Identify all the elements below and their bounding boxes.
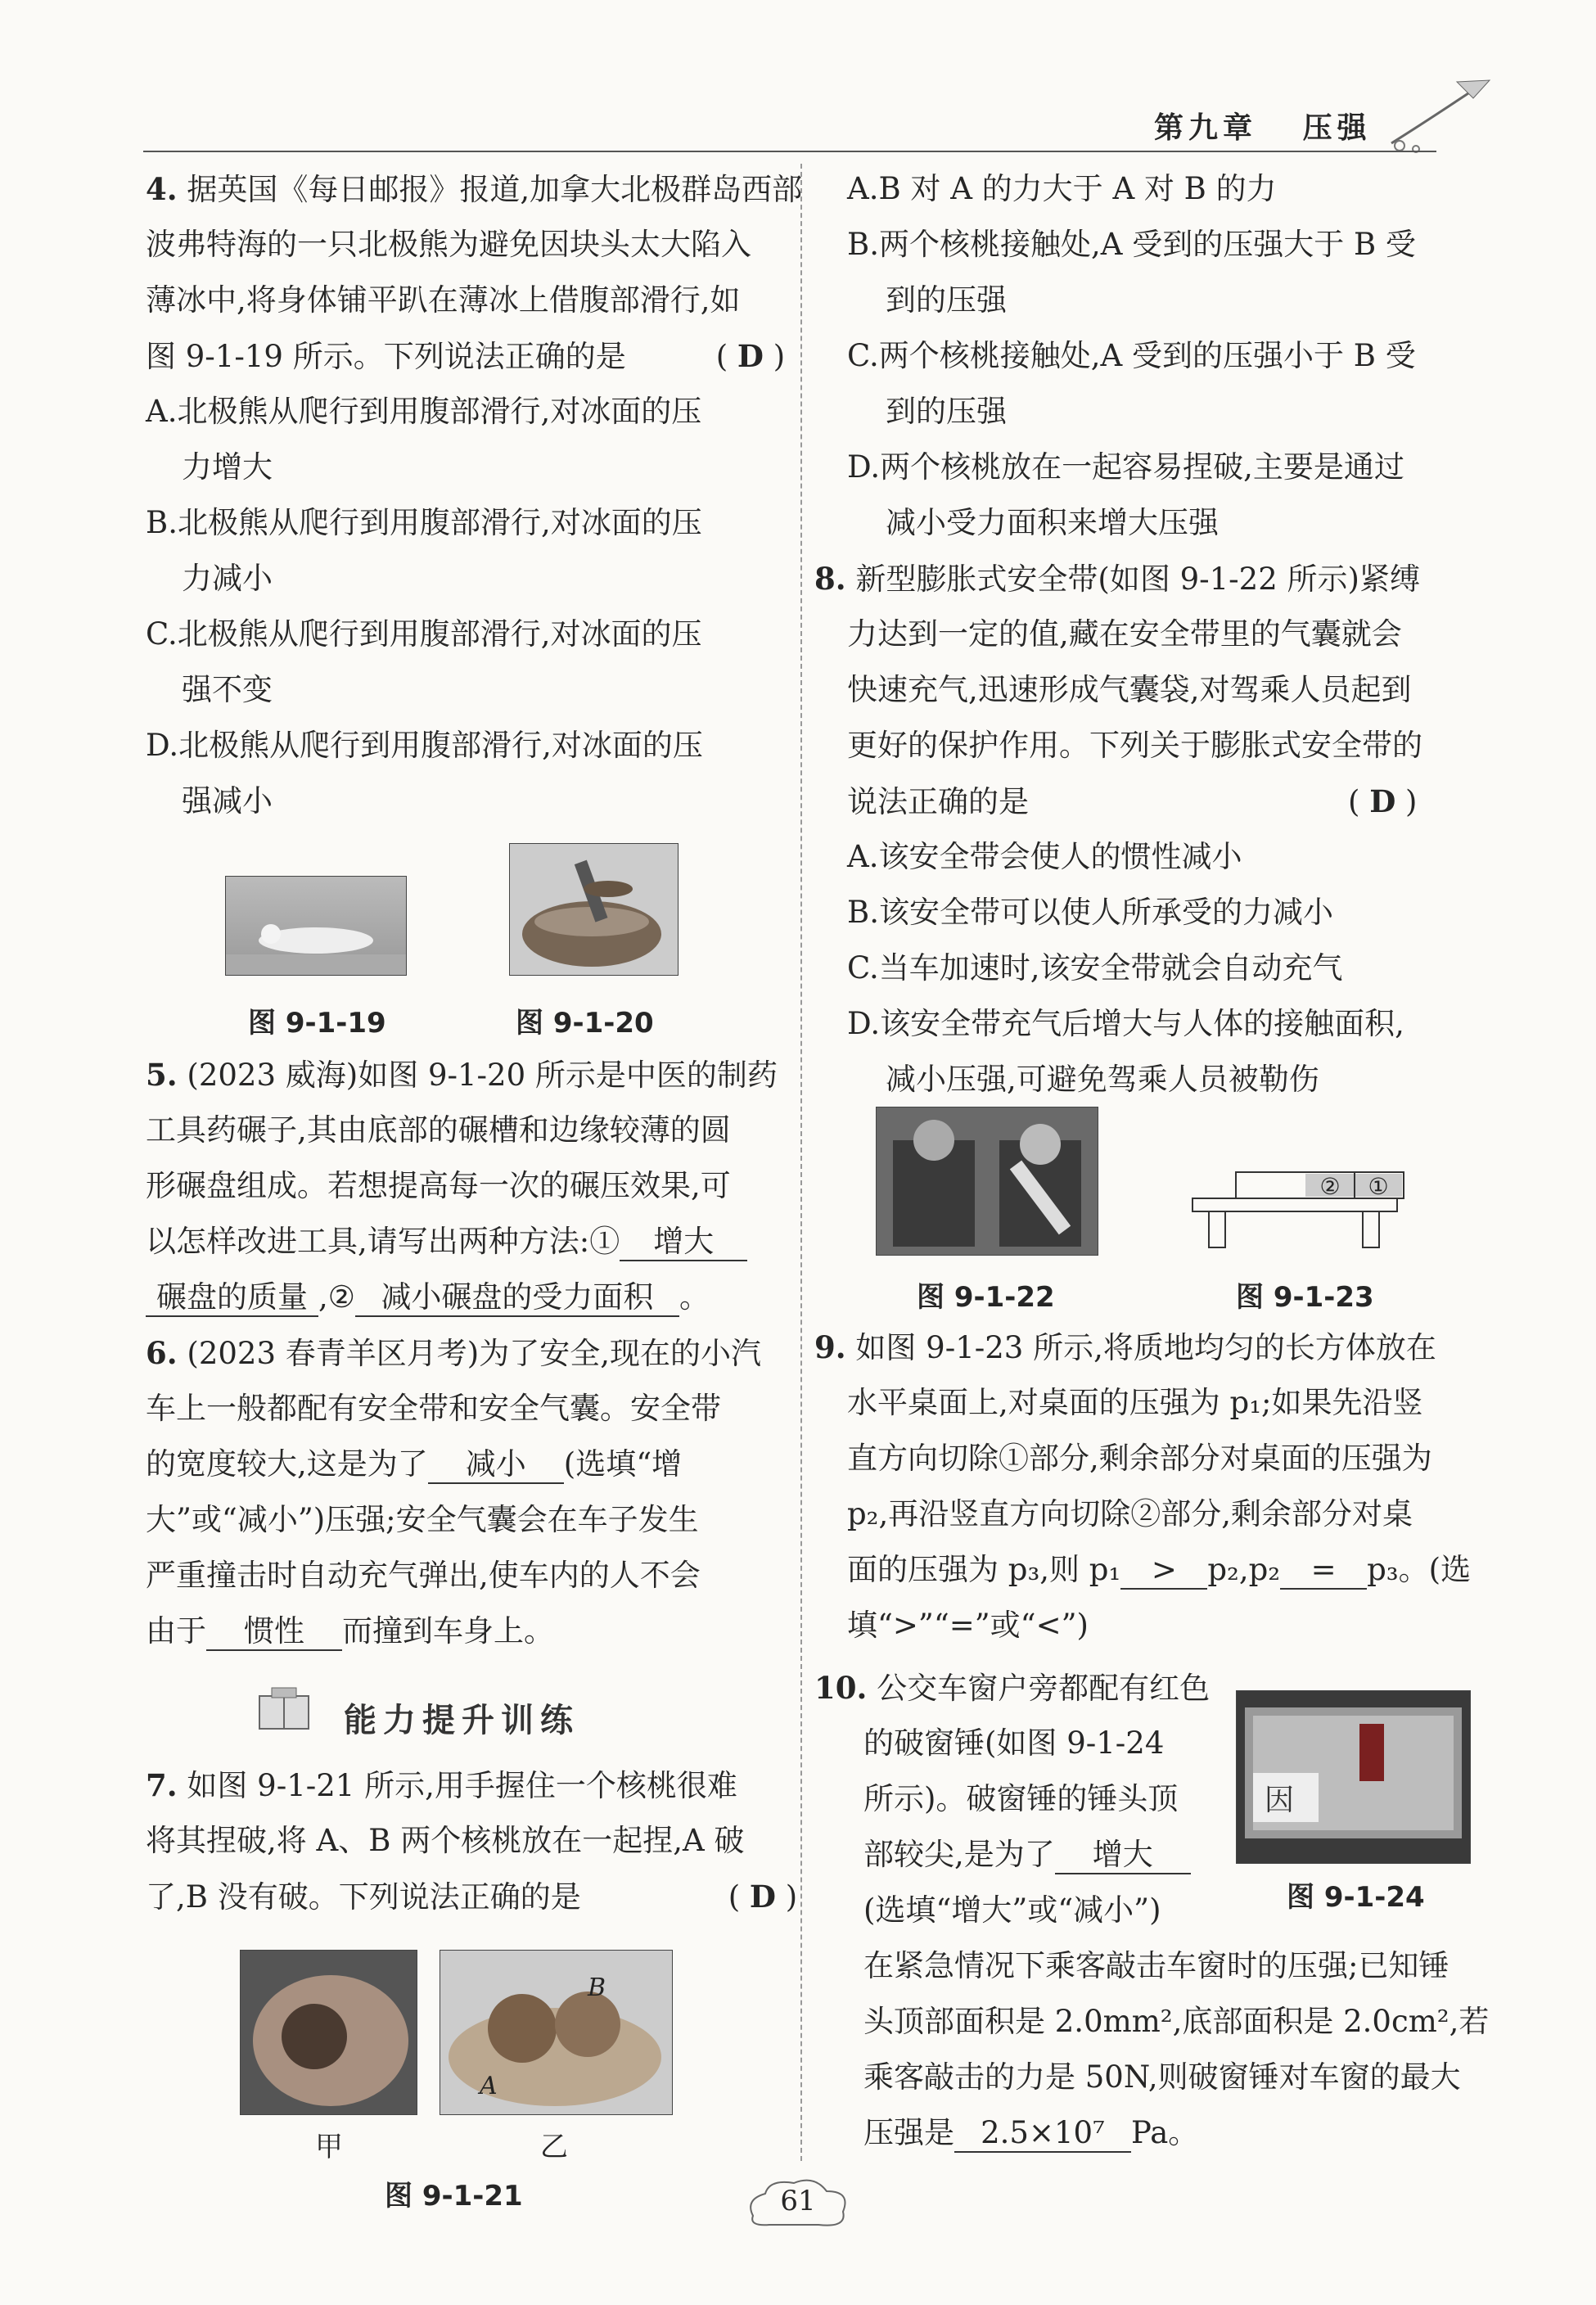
q8-line-5: 说法正确的是 ( D ) [847, 783, 1418, 819]
q7-option-a: A.B 对 A 的力大于 A 对 B 的力 [847, 171, 1277, 206]
q5-line-3: 形碾盘组成。若想提高每一次的碾压效果,可 [146, 1168, 731, 1203]
q4-option-c-cont: 强不变 [182, 672, 273, 707]
q5-line-2: 工具药碾子,其由底部的碾槽和边缘较薄的圆 [146, 1112, 731, 1148]
q10-line-2: 的破窗锤(如图 9-1-24 [863, 1725, 1165, 1761]
q4-option-a: A.北极熊从爬行到用腹部滑行,对冰面的压 [146, 394, 702, 429]
q7-line-1: 7. 如图 9-1-21 所示,用手握住一个核桃很难 [146, 1767, 737, 1803]
q4-line-1: 4. 据英国《每日邮报》报道,加拿大北极群岛西部 [146, 171, 803, 207]
q5-blank-1a[interactable]: 增大 [620, 1224, 747, 1261]
polar-bear-photo [225, 876, 407, 976]
q9-line-3: 直方向切除①部分,剩余部分对桌面的压强为 [847, 1441, 1432, 1476]
q8-option-a: A.该安全带会使人的惯性减小 [847, 839, 1242, 874]
q6-line-5: 严重撞击时自动充气弹出,使车内的人不会 [146, 1558, 701, 1593]
column-divider [800, 164, 802, 2161]
q10-line-7: 头顶部面积是 2.0mm²,底部面积是 2.0cm²,若 [863, 2004, 1490, 2039]
q7-option-d: D.两个核桃放在一起容易捏破,主要是通过 [847, 449, 1404, 485]
q9-line-2: 水平桌面上,对桌面的压强为 p₁;如果先沿竖 [847, 1385, 1423, 1420]
q8-line-4: 更好的保护作用。下列关于膨胀式安全带的 [847, 728, 1422, 763]
q10-line-8: 乘客敲击的力是 50N,则破窗锤对车窗的最大 [863, 2059, 1461, 2095]
q6-line-3: 的宽度较大,这是为了 减小 (选填“增 [146, 1443, 682, 1486]
walnut-label-b: B [588, 1973, 606, 2002]
fig-9-1-21-caption: 图 9-1-21 [385, 2180, 523, 2213]
q9-line-5: 面的压强为 p₃,则 p₁ > p₂,p₂ = p₃。(选 [847, 1549, 1471, 1591]
fig-9-1-20-caption: 图 9-1-20 [516, 1007, 654, 1040]
q4-line-3: 薄冰中,将身体铺平趴在薄冰上借腹部滑行,如 [146, 282, 741, 318]
q4-answer: D [737, 338, 764, 374]
q5-blank-1b[interactable]: 碾盘的质量 [146, 1279, 318, 1317]
q9-line-6: 填“>”“=”或“<”) [847, 1608, 1089, 1643]
q6-line-1: 6. (2023 春青羊区月考)为了安全,现在的小汽 [146, 1335, 761, 1371]
q7-option-d-cont: 减小受力面积来增大压强 [886, 505, 1219, 540]
herb-grinder-photo [509, 843, 679, 976]
q9-blank-2[interactable]: = [1280, 1552, 1367, 1590]
q8-line-3: 快速充气,迅速形成气囊袋,对驾乘人员起到 [847, 672, 1412, 707]
q10-line-6: 在紧急情况下乘客敲击车窗时的压强;已知锤 [863, 1948, 1449, 1983]
chapter-label: 第九章 [1154, 111, 1258, 145]
seatbelt-photo [876, 1107, 1098, 1256]
q9-line-1: 9. 如图 9-1-23 所示,将质地均匀的长方体放在 [814, 1329, 1436, 1365]
q8-option-c: C.当车加速时,该安全带就会自动充气 [847, 950, 1343, 986]
q7-line-2: 将其捏破,将 A、B 两个核桃放在一起捏,A 破 [146, 1823, 745, 1858]
q4-option-b-cont: 力减小 [182, 561, 273, 596]
q6-line-4: 大”或“减小”)压强;安全气囊会在车子发生 [146, 1502, 699, 1537]
window-hammer-photo [1236, 1690, 1471, 1864]
q4-option-a-cont: 力增大 [182, 449, 273, 485]
chapter-header [1154, 105, 1372, 147]
fig-9-1-21-sub-b: 乙 [540, 2131, 568, 2163]
q6-blank-1[interactable]: 减小 [428, 1446, 564, 1484]
q8-option-d: D.该安全带充气后增大与人体的接触面积, [847, 1006, 1404, 1041]
q4-option-d-cont: 强减小 [182, 783, 273, 819]
section-title: 能力提升训练 [344, 1702, 579, 1739]
table-block-diagram [1191, 1171, 1420, 1252]
q5-blank-2[interactable]: 减小碾盘的受力面积 [355, 1279, 679, 1317]
page-number: 61 [780, 2185, 816, 2217]
q7-option-c: C.两个核桃接触处,A 受到的压强小于 B 受 [847, 338, 1416, 373]
q9-line-4: p₂,再沿竖直方向切除②部分,剩余部分对桌 [847, 1496, 1413, 1531]
q5-line-1: 5. (2023 威海)如图 9-1-20 所示是中医的制药 [146, 1057, 778, 1093]
q6-blank-2[interactable]: 惯性 [206, 1613, 342, 1651]
walnut-hand-photo-a [240, 1950, 417, 2115]
q10-line-3: 所示)。破窗锤的锤头顶 [863, 1781, 1179, 1816]
q10-blank-2[interactable]: 2.5×10⁷ [954, 2115, 1131, 2153]
q4-line-4: 图 9-1-19 所示。下列说法正确的是 ( D ) [146, 338, 786, 374]
q4-line-2: 波弗特海的一只北极熊为避免因块头太大陷入 [146, 227, 751, 262]
block-part-2-label: ② [1319, 1173, 1341, 1200]
q8-option-d-cont: 减小压强,可避免驾乘人员被勒伤 [886, 1062, 1319, 1097]
q8-line-1: 8. 新型膨胀式安全带(如图 9-1-22 所示)紧缚 [814, 561, 1420, 597]
q4-option-d: D.北极熊从爬行到用腹部滑行,对冰面的压 [146, 728, 703, 763]
fig-9-1-24-caption: 图 9-1-24 [1287, 1881, 1425, 1914]
q7-option-b: B.两个核桃接触处,A 受到的压强大于 B 受 [847, 227, 1416, 262]
fig-9-1-23-caption: 图 9-1-23 [1236, 1281, 1374, 1314]
fig-9-1-21-sub-a: 甲 [315, 2131, 343, 2163]
q10-line-9: 压强是 2.5×10⁷ Pa。 [863, 2112, 1198, 2154]
walnut-label-a: A [480, 2072, 498, 2100]
topic-label: 压强 [1302, 111, 1372, 145]
q10-line-5: (选填“增大”或“减小”) [863, 1892, 1161, 1928]
q10-line-1: 10. 公交车窗户旁都配有红色 [814, 1670, 1211, 1706]
q5-line-5: 碾盘的质量 ,② 减小碾盘的受力面积 。 [146, 1276, 710, 1319]
q10-line-4: 部较尖,是为了 增大 [863, 1834, 1191, 1876]
q6-line-6: 由于 惯性 而撞到车身上。 [146, 1610, 554, 1653]
q7-answer: D [749, 1879, 777, 1915]
fig-9-1-19-caption: 图 9-1-19 [248, 1007, 386, 1040]
q9-blank-1[interactable]: > [1120, 1552, 1207, 1590]
q8-line-2: 力达到一定的值,藏在安全带里的气囊就会 [847, 616, 1402, 652]
q7-line-3: 了,B 没有破。下列说法正确的是 ( D ) [146, 1879, 798, 1915]
pencil-decoration-icon [1375, 74, 1498, 156]
block-part-1-label: ① [1368, 1173, 1389, 1200]
q4-option-b: B.北极熊从爬行到用腹部滑行,对冰面的压 [146, 505, 702, 540]
q8-answer: D [1369, 783, 1396, 819]
q6-line-2: 车上一般都配有安全带和安全气囊。安全带 [146, 1391, 721, 1426]
q10-blank-1[interactable]: 增大 [1055, 1837, 1191, 1874]
fig-9-1-22-caption: 图 9-1-22 [917, 1281, 1055, 1314]
q5-line-4: 以怎样改进工具,请写出两种方法:① 增大 [146, 1220, 747, 1263]
header-rule [143, 151, 1436, 152]
walnut-hand-photo-b [440, 1950, 673, 2115]
section-book-icon [255, 1686, 321, 1735]
q4-option-c: C.北极熊从爬行到用腹部滑行,对冰面的压 [146, 616, 702, 652]
q7-option-b-cont: 到的压强 [886, 282, 1007, 318]
sign-text: 因 [1265, 1784, 1295, 1817]
q8-option-b: B.该安全带可以使人所承受的力减小 [847, 895, 1333, 930]
q7-option-c-cont: 到的压强 [886, 394, 1007, 429]
